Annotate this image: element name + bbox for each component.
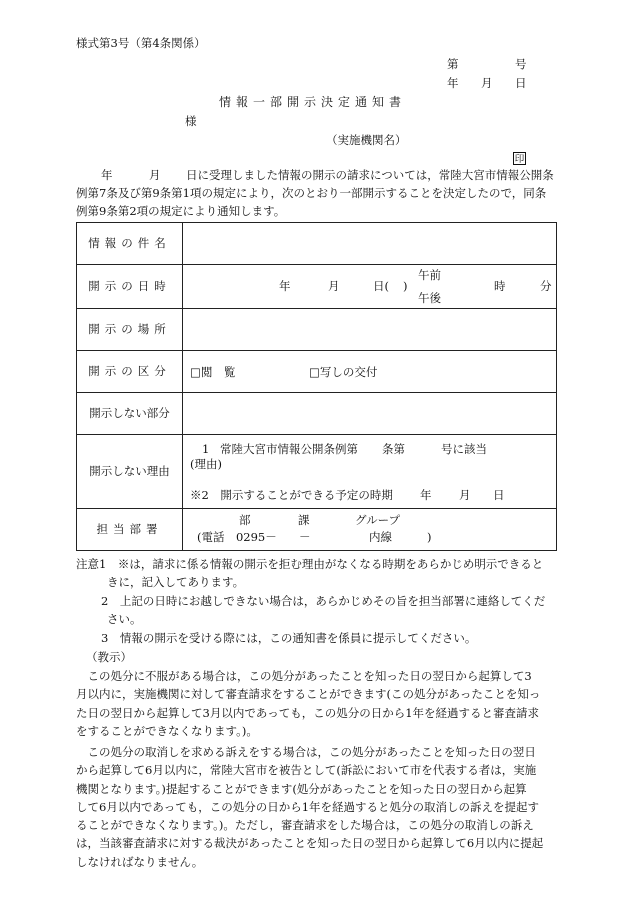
instruction-p2-line: ることができなくなります。)。ただし，審査請求をした場合は，この処分の取消しの訴え bbox=[76, 818, 534, 833]
subject-label-cell bbox=[77, 223, 183, 265]
datetime-year: 年 bbox=[279, 279, 291, 293]
datetime-am: 午前 bbox=[418, 268, 441, 282]
date-day: 日 bbox=[515, 76, 527, 90]
date-month: 月 bbox=[481, 76, 493, 90]
reason-ordinance: 常陸大宮市情報公開条例第 bbox=[220, 442, 358, 456]
document-title: 情報一部開示決定通知書 bbox=[219, 95, 407, 109]
reason-heading: (理由) bbox=[190, 457, 222, 471]
row-undisclosed-part bbox=[77, 393, 557, 435]
dept-phone-prefix: (電話 0295－ bbox=[197, 530, 277, 544]
note-2-line1: 2 上記の日時にお越しできない場合は，あらかじめその旨を担当部署に連絡してくだ bbox=[101, 594, 546, 608]
undisclosed-label: 開示しない部分 bbox=[89, 406, 170, 421]
place-value-cell[interactable] bbox=[183, 309, 557, 351]
dept-group: グループ bbox=[355, 513, 401, 527]
instruction-p1-line: をすることができなくなります。)。 bbox=[76, 723, 258, 738]
type-option-copy[interactable]: □写しの交付 bbox=[309, 365, 378, 379]
type-label-cell bbox=[77, 351, 183, 393]
subject-value-cell[interactable] bbox=[183, 223, 557, 265]
dept-value-cell[interactable] bbox=[183, 509, 557, 551]
seal-mark bbox=[513, 151, 526, 165]
disclosure-table bbox=[76, 222, 557, 551]
instruction-p2-line: から起算して6月以内に，常陸大宮市を被告として(訴訟において市を代表する者は，実施 bbox=[76, 763, 537, 778]
intro-line3: 例第9条第2項の規定により通知します。 bbox=[76, 204, 286, 218]
instruction-p2-line: 機関となります。)提起することができます(処分があったことを知った日の翌日から起算 bbox=[76, 781, 527, 796]
reason-label-cell bbox=[77, 435, 183, 509]
reason-label: 開示しない理由 bbox=[89, 464, 170, 479]
reason-article: 条第 bbox=[382, 442, 405, 456]
row-datetime bbox=[77, 265, 557, 309]
dept-bu: 部 bbox=[239, 513, 251, 527]
date-year: 年 bbox=[447, 76, 459, 90]
addressee-suffix: 様 bbox=[185, 114, 197, 128]
instruction-p1-line: この処分に不服がある場合は，この処分があったことを知った日の翌日から起算して3 bbox=[76, 669, 532, 683]
dept-extension: 内線 bbox=[369, 530, 392, 544]
dept-label: 担当部署 bbox=[96, 522, 163, 537]
undisclosed-label-cell bbox=[77, 393, 183, 435]
row-department bbox=[77, 509, 557, 551]
place-label-cell bbox=[77, 309, 183, 351]
intro-line2: 例第7条及び第9条第1項の規定により，次のとおり一部開示することを決定したので，同条 bbox=[76, 186, 547, 200]
document-number-prefix: 第 bbox=[447, 57, 459, 71]
instruction-paragraph-1 bbox=[76, 667, 558, 740]
seal-stamp: 印 bbox=[514, 154, 525, 165]
reason-applicable: 号に該当 bbox=[441, 442, 487, 456]
scheduled-day: 日 bbox=[493, 488, 505, 502]
dept-ka: 課 bbox=[298, 513, 310, 527]
row-subject bbox=[77, 223, 557, 265]
type-option-view[interactable]: □閲 覧 bbox=[190, 365, 236, 379]
intro-year: 年 bbox=[101, 168, 113, 182]
subject-label: 情報の件名 bbox=[88, 236, 171, 251]
dept-close-paren: ) bbox=[427, 530, 432, 544]
scheduled-time-label: ※2 開示することができる予定の時期 bbox=[190, 488, 393, 502]
instruction-p1-line: 月以内に，実施機関に対して審査請求をすることができます(この処分があったことを知っ bbox=[76, 687, 541, 702]
instruction-p2-line: この処分の取消しを求める訴えをする場合は，この処分があったことを知った日の翌日 bbox=[76, 745, 536, 759]
note-3: 3 情報の開示を受ける際には，この通知書を係員に提示してください。 bbox=[101, 631, 477, 645]
instruction-p2-line: して6月以内であっても，この処分の日から1年を経過すると処分の取消しの訴えを提起す bbox=[76, 799, 540, 814]
intro-month: 月 bbox=[149, 168, 161, 182]
form-number: 様式第3号（第4条関係） bbox=[76, 36, 206, 50]
type-value-cell bbox=[183, 351, 557, 393]
datetime-value-cell[interactable] bbox=[183, 265, 557, 309]
datetime-label: 開示の日時 bbox=[88, 279, 171, 294]
dept-phone-dash: － bbox=[299, 530, 311, 544]
row-type bbox=[77, 351, 557, 393]
scheduled-month: 月 bbox=[459, 488, 471, 502]
instruction-paragraph-2 bbox=[76, 743, 558, 871]
datetime-pm: 午後 bbox=[418, 291, 441, 305]
reason-value-cell[interactable] bbox=[183, 435, 557, 509]
datetime-hour: 時 bbox=[494, 279, 506, 293]
dept-label-cell bbox=[77, 509, 183, 551]
datetime-day: 日( bbox=[373, 279, 389, 293]
instruction-p1-line: た日の翌日から起算して3月以内であっても，この処分の日から1年を経過すると審査請求 bbox=[76, 705, 540, 720]
agency-name: （実施機関名） bbox=[326, 133, 407, 147]
instruction-heading: （教示） bbox=[86, 650, 132, 664]
intro-line1: 日に受理しました情報の開示の請求については，常陸大宮市情報公開条 bbox=[186, 168, 554, 182]
datetime-month: 月 bbox=[328, 279, 340, 293]
datetime-minute: 分 bbox=[540, 279, 552, 293]
instruction-p2-line: は，当該審査請求に対する裁決があったことを知った日の翌日から起算して6月以内に提起 bbox=[76, 836, 544, 851]
instruction-p2-line: しなければなりません。 bbox=[76, 854, 204, 869]
note-2-line2: さい。 bbox=[107, 612, 142, 626]
place-label: 開示の場所 bbox=[88, 322, 171, 337]
datetime-label-cell bbox=[77, 265, 183, 309]
undisclosed-value-cell[interactable] bbox=[183, 393, 557, 435]
row-reason bbox=[77, 435, 557, 509]
note-1-line2: きに，記入してあります。 bbox=[107, 575, 245, 589]
row-place bbox=[77, 309, 557, 351]
note-1-line1: 注意1 ※は，請求に係る情報の開示を拒む理由がなくなる時期をあらかじめ明示できると bbox=[76, 557, 544, 571]
datetime-paren-close: ) bbox=[403, 279, 408, 293]
document-number-suffix: 号 bbox=[515, 57, 527, 71]
type-label: 開示の区分 bbox=[88, 364, 171, 379]
scheduled-year: 年 bbox=[420, 488, 432, 502]
reason-item-number: 1 bbox=[202, 442, 210, 456]
